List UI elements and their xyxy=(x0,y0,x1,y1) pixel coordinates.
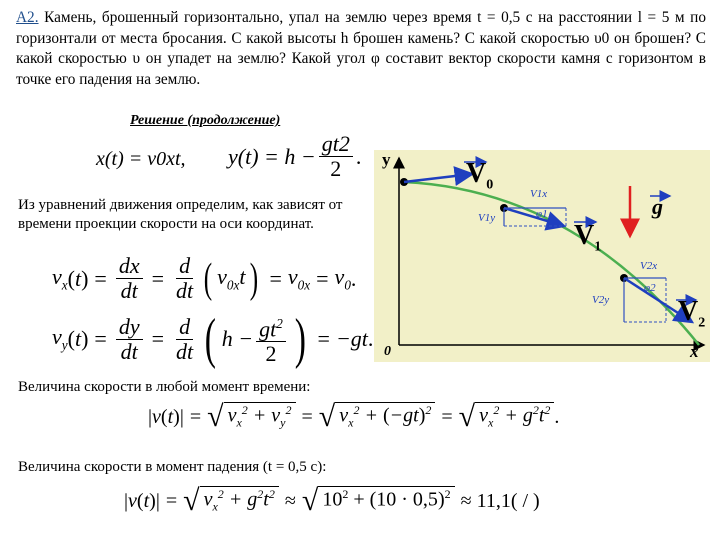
equation-final-speed: | v ( t ) | = √ $v_x^2 + g^2t^2$ ≈ √ $10^2 + (10 \cdot 0,5)^2$ ≈ 11,1( / ) xyxy=(124,484,540,517)
equation-vy: $v_y$ ( t ) = $\frac{dy}{dt}$ = $\frac{d}{dt}$ ( h − $\frac{gt^2}{2}$ ) = −gt . xyxy=(52,308,374,371)
trajectory-diagram xyxy=(374,150,710,362)
problem-label: А2. xyxy=(16,9,39,26)
origin-label: 0 xyxy=(384,344,391,359)
trajectory-svg xyxy=(374,150,710,362)
v2-label: $V_2$ xyxy=(678,296,706,331)
y-axis-label: y xyxy=(382,150,391,169)
equation-y: y(t) = h − $\frac{gt2}{2}$ . xyxy=(228,131,362,181)
equation-vx: $v_x$ ( t ) = $\frac{dx}{dt}$ = $\frac{d}{dt}$ ( $v_{0x}t$ ) = $v_{0x}$ = $v_0$ . xyxy=(52,253,357,303)
paragraph-velocity-projections: Из уравнений движения определим, как зависят от времени проекции скорости на оси координат. xyxy=(18,197,343,232)
equation-y-fraction xyxy=(319,132,353,181)
phi2-label: φ2 xyxy=(644,282,656,294)
v2x-label: V2x xyxy=(640,260,658,272)
problem-text: Камень, брошенный горизонтально, упал на землю через время t = 0,5 с на расстоянии l = 5 м по горизонтали от места бросания. С какой высоты h брошен камень? С какой скоростью υ0 он брошен? С какой скоростью υ он упадет на землю? Какой угол φ составит вектор скорости камня с горизонтом в точке его падения на землю. xyxy=(16,9,706,88)
final-result: ≈ 11,1( / ) xyxy=(460,489,540,512)
paragraph-speed-at-impact: Величина скорости в момент падения (t = 0,5 с): xyxy=(18,459,327,475)
v1x-label: V1x xyxy=(530,188,548,200)
paragraph-speed-any-time: Величина скорости в любой момент времени: xyxy=(18,379,311,395)
equation-y-den: 2 xyxy=(330,156,342,181)
v2y-label: V2y xyxy=(592,294,610,306)
equation-speed: | v ( t ) | = √ $v_x^2 + v_y^2$ = √ $v_x^2 + (-gt)^2$ = √ $v_x^2 + g^2t^2$ . xyxy=(148,400,560,433)
v1-label: $V_1$ xyxy=(574,220,602,255)
v1-vector xyxy=(504,208,564,226)
solution-title: Решение (продолжение) xyxy=(130,113,281,128)
equation-x-text: x(t) = v0xt, xyxy=(96,148,186,170)
v0-vector xyxy=(404,174,472,182)
x-axis-label: x xyxy=(690,342,699,361)
v1y-label: V1y xyxy=(478,212,496,224)
phi1-label: φ1 xyxy=(536,208,548,220)
equation-y-lhs: y(t) = h − xyxy=(228,143,316,169)
equation-y-num: gt2 xyxy=(319,132,353,157)
g-label: g xyxy=(652,194,663,219)
equation-x xyxy=(96,148,186,171)
problem-statement xyxy=(16,8,706,90)
v0-label: $V_0$ xyxy=(466,158,494,193)
